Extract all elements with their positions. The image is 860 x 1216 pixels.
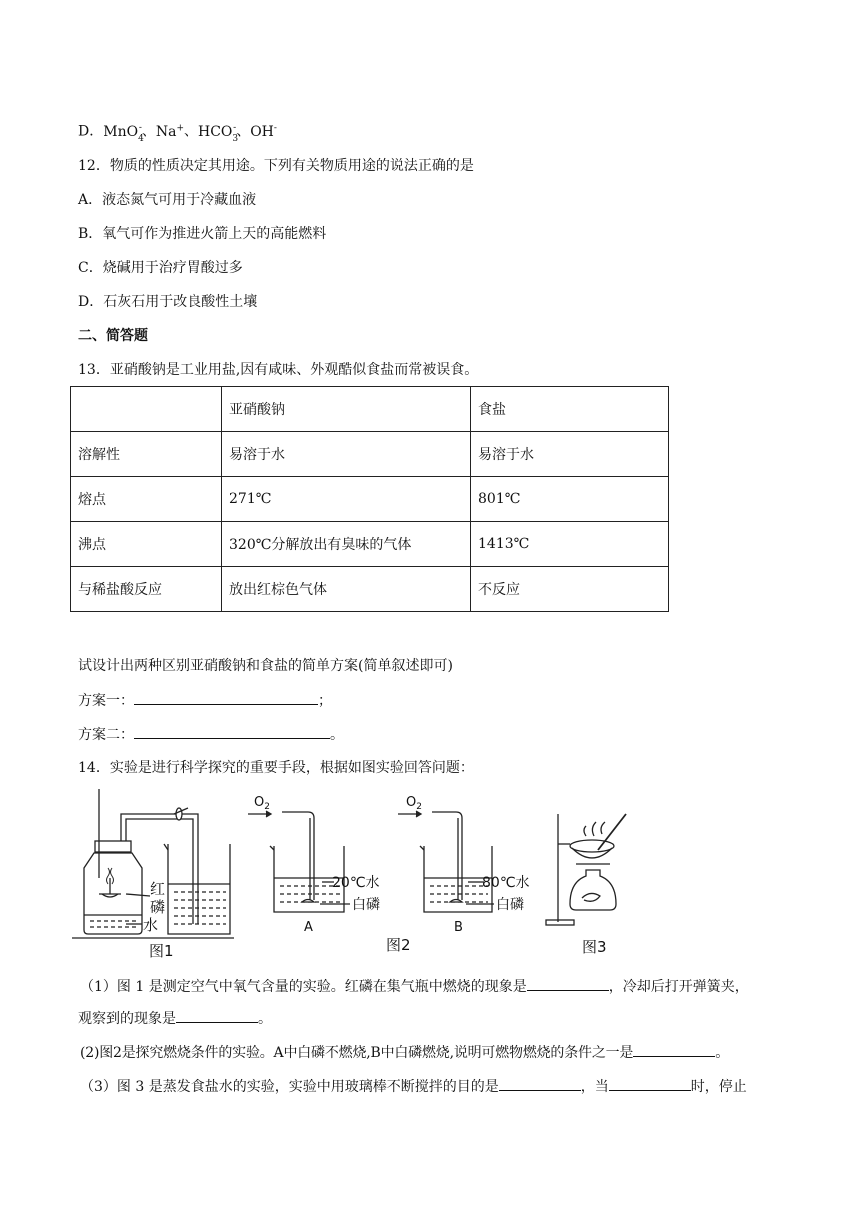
q14-stem: 14．实验是进行科学探究的重要手段，根据如图实验回答问题： — [78, 760, 474, 776]
table-cell: 食盐 — [471, 387, 669, 432]
q11-option-d: D．MnO$_4$-、Na+、$HCO_3^-$、OH- — [78, 123, 277, 145]
q12-option-c: C．烧碱用于治疗胃酸过多 — [78, 260, 243, 276]
fig1-label-red: 红 — [150, 880, 166, 898]
table-cell: 放出红棕色气体 — [222, 567, 471, 612]
table-header-row — [71, 387, 669, 432]
q12-option-b: B．氧气可作为推进火箭上天的高能燃料 — [78, 226, 327, 242]
table-cell: 熔点 — [71, 477, 222, 522]
sub3-blank-2[interactable] — [609, 1076, 691, 1091]
ion-na: Na+ — [155, 123, 185, 140]
table-cell: 易溶于水 — [222, 432, 471, 477]
q12-stem: 12．物质的性质决定其用途。下列有关物质用途的说法正确的是 — [78, 158, 474, 174]
beaker-a-label: A — [304, 920, 313, 935]
beaker-a — [248, 811, 350, 912]
fig2-caption: 图2 — [386, 936, 411, 954]
ion-mno4: MnO$_4$- — [103, 123, 144, 145]
experiment-figure — [70, 784, 780, 964]
table-cell: 与稀盐酸反应 — [71, 567, 222, 612]
ion-oh: OH- — [250, 123, 277, 140]
table-row — [71, 522, 669, 567]
sub1-blank-1[interactable] — [527, 976, 609, 991]
table-row — [71, 567, 669, 612]
q12-option-a: A．液态氮气可用于冷藏血液 — [78, 192, 257, 208]
sub3-blank-1[interactable] — [499, 1076, 581, 1091]
fig1-label-p: 磷 — [150, 898, 166, 916]
fig3-caption: 图3 — [582, 938, 607, 956]
beaker-a-white-p: 白磷 — [352, 897, 380, 913]
table-cell: 1413℃ — [471, 522, 669, 567]
table-row — [71, 432, 669, 477]
section-title: 二、简答题 — [78, 328, 148, 344]
sub1-blank-2[interactable] — [176, 1008, 258, 1023]
fig3-evaporation — [546, 814, 626, 925]
table-row — [71, 477, 669, 522]
table-cell: 易溶于水 — [471, 432, 669, 477]
table-cell: 801℃ — [471, 477, 669, 522]
q14-sub3: （3）图 3 是蒸发食盐水的实验，实验中用玻璃棒不断搅拌的目的是 ，当 时，停止 — [80, 1076, 747, 1097]
q13-stem: 13．亚硝酸钠是工业用盐,因有咸味、外观酷似食盐而常被误食。 — [78, 362, 479, 378]
table-cell: 271℃ — [222, 477, 471, 522]
fig1-label-water: 水 — [143, 916, 159, 934]
properties-table — [70, 386, 669, 612]
table-cell: 沸点 — [71, 522, 222, 567]
beaker-b-label: B — [454, 920, 463, 935]
table-cell — [71, 387, 222, 432]
table-cell: 亚硝酸钠 — [222, 387, 471, 432]
beaker-a-temp: 20℃水 — [332, 875, 380, 891]
q14-sub1-line2: 观察到的现象是 。 — [78, 1008, 272, 1029]
plan1-answer-blank[interactable] — [134, 690, 318, 705]
table-cell: 320℃分解放出有臭味的气体 — [222, 522, 471, 567]
o2-label-a: $O_2$ — [254, 795, 270, 812]
q14-sub1-line1: （1）图 1 是测定空气中氧气含量的实验。红磷在集气瓶中燃烧的现象是 ，冷却后打开弹簧夹， — [80, 976, 749, 997]
plan2-answer-blank[interactable] — [134, 724, 330, 739]
ion-hco3: $HCO_3^-$ — [198, 123, 239, 145]
beaker-b — [398, 811, 494, 912]
sub2-blank[interactable] — [633, 1042, 715, 1057]
q13-plan1: 方案一： ； — [78, 690, 332, 711]
q14-sub2: (2)图2是探究燃烧条件的实验。A中白磷不燃烧,B中白磷燃烧,说明可燃物燃烧的条件之一是 。 — [80, 1042, 729, 1063]
q12-option-d: D．石灰石用于改良酸性土壤 — [78, 294, 258, 310]
table-cell: 不反应 — [471, 567, 669, 612]
o2-label-b: $O_2$ — [406, 795, 422, 812]
beaker-b-temp: 80℃水 — [482, 875, 530, 891]
q13-prompt: 试设计出两种区别亚硝酸钠和食盐的简单方案(简单叙述即可) — [78, 658, 453, 674]
beaker-b-white-p: 白磷 — [496, 897, 524, 913]
fig1-caption: 图1 — [149, 942, 174, 960]
table-cell: 溶解性 — [71, 432, 222, 477]
q13-plan2: 方案二： 。 — [78, 724, 344, 745]
